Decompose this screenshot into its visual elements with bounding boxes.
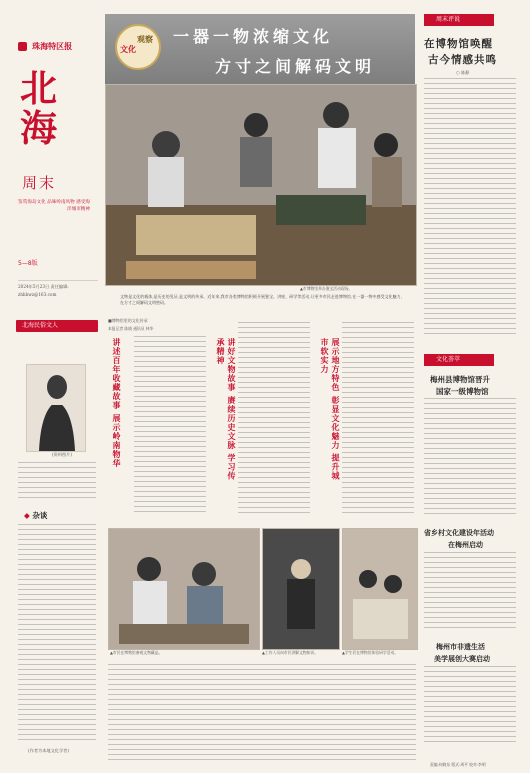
right-top-section: 周末评说 bbox=[436, 16, 461, 23]
news-2-title-2: 在梅州启动 bbox=[448, 540, 483, 549]
footer-credits: 责编:何晓东 版式:周平 校对:李明 bbox=[430, 762, 486, 767]
masthead-title-char-2: 海 bbox=[20, 106, 57, 150]
left-section-label-bar bbox=[16, 320, 98, 332]
brand-seal-icon bbox=[18, 42, 27, 51]
news-1-title-2: 国家一级博物馆 bbox=[436, 387, 489, 396]
column-1-side-title: 讲述百年收藏故事 展示岭南物华 bbox=[112, 338, 122, 468]
essay-body bbox=[18, 524, 96, 744]
masthead-description: 鉴赏海岛文化 品味岭南风物 感受海洋城市精神 bbox=[18, 200, 90, 212]
kicker-left: 文化 bbox=[120, 44, 136, 54]
main-headline-2: 方寸之间解码文明 bbox=[215, 57, 376, 76]
kicker-right: 观察 bbox=[137, 34, 153, 44]
photo-scene bbox=[106, 85, 416, 285]
main-headline-1: 一器一物浓缩文化 bbox=[173, 27, 334, 46]
kicker-badge bbox=[115, 24, 161, 70]
masthead-title-char-1: 北 bbox=[20, 66, 57, 110]
masthead-title bbox=[20, 68, 80, 148]
news-3-title-1: 梅州市非遗生活 bbox=[436, 642, 485, 651]
bottom-photo-3-scene bbox=[343, 529, 417, 649]
bottom-photo-2 bbox=[262, 528, 340, 650]
news-2-title-1: 省乡村文化建设年活动 bbox=[424, 528, 494, 537]
essay-footer: (作者为本地文化学者) bbox=[28, 748, 69, 753]
essay-icon: ◆ bbox=[24, 511, 30, 520]
masthead bbox=[16, 22, 98, 277]
right-top-label-bar bbox=[424, 14, 494, 26]
bottom-caption-2: ▲工作人员向市民讲解文物知识。 bbox=[262, 650, 319, 655]
essay-title: ◆ 杂谈 bbox=[24, 511, 48, 520]
right-top-headline-1: 在博物馆唤醒 bbox=[424, 38, 493, 50]
edition-badge: 5—8版 bbox=[18, 260, 38, 267]
column-3-body bbox=[342, 322, 414, 516]
left-intro-text bbox=[18, 462, 96, 498]
column-1 bbox=[108, 318, 208, 518]
right-column bbox=[422, 14, 518, 764]
masthead-subtitle: 周末 bbox=[22, 174, 57, 192]
edition-email: zhhbwz@163.com bbox=[18, 292, 57, 297]
bottom-photo-1-scene bbox=[109, 529, 259, 649]
right-top-body bbox=[424, 78, 516, 338]
bottom-photo-2-scene bbox=[263, 529, 339, 649]
news-2-body bbox=[424, 552, 516, 632]
left-section-label: 北海民俗文人 bbox=[22, 322, 59, 329]
brand-name: 珠海特区报 bbox=[32, 42, 73, 51]
column-2-side-title: 讲好文物故事 赓续历史文脉 学习传承精神 bbox=[216, 338, 237, 481]
column-3 bbox=[316, 318, 416, 518]
news-3-body bbox=[424, 666, 516, 746]
column-1-body bbox=[134, 336, 206, 516]
bottom-photo-3 bbox=[342, 528, 418, 650]
news-3-title-2: 美学展创大赛启动 bbox=[434, 654, 490, 663]
portrait-caption: (资料图片) bbox=[52, 452, 73, 457]
center-bottom-text bbox=[108, 664, 416, 760]
news-1-title-1: 梅州县博物馆晋升 bbox=[430, 375, 490, 384]
main-feature-photo bbox=[105, 84, 417, 286]
column-1-label: ■博物馆里的文化传承 bbox=[108, 318, 148, 323]
bottom-caption-1: ▲市民在博物馆参观文物藏品。 bbox=[110, 650, 163, 655]
right-top-headline-2: 古今情感共鸣 bbox=[428, 54, 497, 66]
right-news-section: 文化荟萃 bbox=[436, 356, 461, 363]
portrait-illustration bbox=[27, 365, 85, 451]
edition-editor-line: 2024年5月23日 责任编辑: bbox=[18, 284, 69, 289]
main-feature-header bbox=[105, 14, 415, 84]
portrait-image bbox=[26, 364, 86, 452]
column-2-body bbox=[238, 322, 310, 516]
news-1-body bbox=[424, 398, 516, 518]
bottom-photo-1 bbox=[108, 528, 260, 650]
left-section bbox=[14, 320, 100, 760]
column-1-reporter: 本报记者 陈晓 通讯员 林华 bbox=[108, 326, 154, 331]
column-2 bbox=[212, 318, 312, 518]
right-top-byline: ○ 陈静 bbox=[456, 70, 470, 75]
column-3-side-title: 展示地方特色 彰显文化魅力 提升城市软实力 bbox=[320, 338, 341, 481]
right-news-label-bar bbox=[424, 354, 494, 366]
bottom-caption-3: ▲学生们在博物馆体验研学活动。 bbox=[342, 650, 399, 655]
main-photo-caption: ▲市博物馆举办鉴宝活动现场。 bbox=[300, 286, 353, 291]
main-summary: 文物是文化的载体,是历史的见证,是文明的传承。近年来,我市各类博物馆积极开展鉴宝、讲座、研学等活动,让更多市民走进博物馆,在一器一物中感受文化魅力,在方寸之间解码文明密码。 bbox=[120, 294, 402, 305]
masthead-divider bbox=[18, 280, 98, 281]
masthead-brand-logo bbox=[18, 36, 96, 51]
